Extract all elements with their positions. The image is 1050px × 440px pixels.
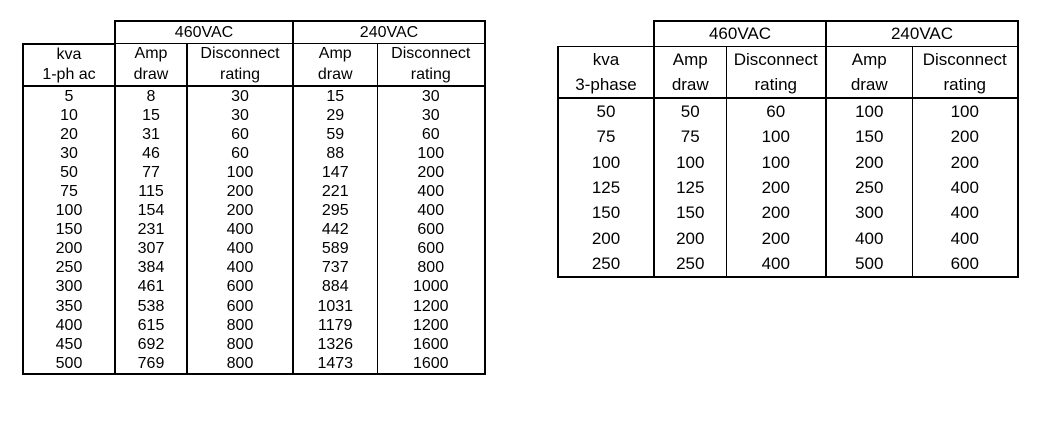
header-kva: kva xyxy=(23,44,115,65)
table-row xyxy=(23,354,485,374)
cell-disconnect-240: 600 xyxy=(912,251,1018,277)
table-row xyxy=(558,175,1018,200)
header-amp-240-sub: draw xyxy=(826,72,912,98)
header-disconnect-240: Disconnect xyxy=(377,44,485,65)
cell-kva: 50 xyxy=(23,163,115,182)
cell-disconnect-240: 1200 xyxy=(377,316,485,335)
header-disconnect-240: Disconnect xyxy=(912,47,1018,73)
cell-disconnect-460: 600 xyxy=(187,277,293,296)
cell-disconnect-460: 100 xyxy=(726,150,826,175)
cell-amp-460: 461 xyxy=(115,277,187,296)
table-row xyxy=(23,316,485,335)
header-kva: kva xyxy=(558,47,654,73)
header-disconnect-240-sub: rating xyxy=(377,65,485,86)
cell-disconnect-240: 400 xyxy=(912,175,1018,200)
cell-amp-240: 15 xyxy=(293,86,377,106)
cell-disconnect-460: 60 xyxy=(187,144,293,163)
cell-amp-460: 8 xyxy=(115,86,187,106)
header-amp-460-sub: draw xyxy=(654,72,726,98)
cell-disconnect-240: 30 xyxy=(377,86,485,106)
cell-amp-460: 384 xyxy=(115,258,187,277)
table-row xyxy=(23,182,485,201)
table-row xyxy=(558,124,1018,149)
cell-disconnect-240: 60 xyxy=(377,125,485,144)
cell-kva: 350 xyxy=(23,297,115,316)
cell-disconnect-460: 400 xyxy=(726,251,826,277)
table-row xyxy=(23,106,485,125)
cell-disconnect-460: 60 xyxy=(726,98,826,124)
cell-amp-240: 300 xyxy=(826,200,912,225)
cell-kva: 20 xyxy=(23,125,115,144)
group-header-240vac: 240VAC xyxy=(826,21,1018,47)
cell-disconnect-460: 200 xyxy=(187,201,293,220)
cell-disconnect-240: 200 xyxy=(912,124,1018,149)
cell-amp-240: 442 xyxy=(293,220,377,239)
header-disconnect-460: Disconnect xyxy=(726,47,826,73)
cell-disconnect-460: 200 xyxy=(187,182,293,201)
cell-disconnect-240: 400 xyxy=(377,182,485,201)
cell-kva: 250 xyxy=(23,258,115,277)
cell-disconnect-460: 200 xyxy=(726,200,826,225)
group-header-460vac: 460VAC xyxy=(115,21,293,44)
cell-amp-240: 500 xyxy=(826,251,912,277)
cell-amp-240: 1326 xyxy=(293,335,377,354)
cell-amp-460: 50 xyxy=(654,98,726,124)
cell-amp-460: 115 xyxy=(115,182,187,201)
table-row xyxy=(23,144,485,163)
cell-amp-240: 59 xyxy=(293,125,377,144)
cell-kva: 450 xyxy=(23,335,115,354)
cell-disconnect-240: 400 xyxy=(912,200,1018,225)
cell-amp-240: 29 xyxy=(293,106,377,125)
cell-amp-240: 250 xyxy=(826,175,912,200)
cell-amp-240: 200 xyxy=(826,150,912,175)
blank-corner xyxy=(23,21,115,44)
header-kva-sub: 3-phase xyxy=(558,72,654,98)
cell-disconnect-240: 1200 xyxy=(377,297,485,316)
cell-kva: 125 xyxy=(558,175,654,200)
header-amp-460-sub: draw xyxy=(115,65,187,86)
table-row xyxy=(23,163,485,182)
cell-kva: 75 xyxy=(23,182,115,201)
table-row xyxy=(23,220,485,239)
cell-disconnect-240: 200 xyxy=(912,150,1018,175)
cell-amp-240: 884 xyxy=(293,277,377,296)
table-row xyxy=(23,239,485,258)
cell-amp-460: 250 xyxy=(654,251,726,277)
cell-amp-460: 75 xyxy=(654,124,726,149)
cell-amp-240: 1473 xyxy=(293,354,377,374)
group-header-460vac: 460VAC xyxy=(654,21,826,47)
header-amp-240: Amp xyxy=(293,44,377,65)
cell-amp-460: 15 xyxy=(115,106,187,125)
table-row xyxy=(558,200,1018,225)
header-amp-240: Amp xyxy=(826,47,912,73)
cell-kva: 100 xyxy=(23,201,115,220)
cell-disconnect-240: 400 xyxy=(912,225,1018,250)
cell-amp-240: 150 xyxy=(826,124,912,149)
cell-amp-240: 400 xyxy=(826,225,912,250)
cell-disconnect-240: 200 xyxy=(377,163,485,182)
cell-disconnect-460: 800 xyxy=(187,354,293,374)
cell-disconnect-240: 100 xyxy=(377,144,485,163)
table-row xyxy=(23,297,485,316)
cell-amp-460: 231 xyxy=(115,220,187,239)
cell-kva: 10 xyxy=(23,106,115,125)
table-row xyxy=(558,98,1018,124)
cell-kva: 250 xyxy=(558,251,654,277)
table-row xyxy=(558,150,1018,175)
table-row xyxy=(558,225,1018,250)
header-amp-460: Amp xyxy=(115,44,187,65)
cell-amp-240: 295 xyxy=(293,201,377,220)
cell-amp-460: 125 xyxy=(654,175,726,200)
cell-kva: 5 xyxy=(23,86,115,106)
table-row xyxy=(23,277,485,296)
cell-disconnect-460: 30 xyxy=(187,86,293,106)
cell-disconnect-460: 400 xyxy=(187,220,293,239)
cell-amp-240: 589 xyxy=(293,239,377,258)
header-disconnect-460: Disconnect xyxy=(187,44,293,65)
cell-disconnect-460: 400 xyxy=(187,258,293,277)
cell-disconnect-460: 60 xyxy=(187,125,293,144)
cell-amp-240: 1179 xyxy=(293,316,377,335)
header-amp-240-sub: draw xyxy=(293,65,377,86)
cell-disconnect-240: 1600 xyxy=(377,354,485,374)
cell-disconnect-460: 400 xyxy=(187,239,293,258)
cell-disconnect-460: 800 xyxy=(187,316,293,335)
table-row xyxy=(23,86,485,106)
cell-kva: 75 xyxy=(558,124,654,149)
cell-amp-240: 1031 xyxy=(293,297,377,316)
cell-amp-460: 538 xyxy=(115,297,187,316)
cell-disconnect-240: 1000 xyxy=(377,277,485,296)
cell-kva: 30 xyxy=(23,144,115,163)
cell-amp-460: 200 xyxy=(654,225,726,250)
cell-disconnect-460: 100 xyxy=(726,124,826,149)
cell-kva: 100 xyxy=(558,150,654,175)
group-header-240vac: 240VAC xyxy=(293,21,485,44)
cell-amp-460: 154 xyxy=(115,201,187,220)
cell-disconnect-460: 600 xyxy=(187,297,293,316)
cell-kva: 200 xyxy=(558,225,654,250)
cell-kva: 500 xyxy=(23,354,115,374)
cell-amp-460: 692 xyxy=(115,335,187,354)
blank-corner xyxy=(558,21,654,47)
cell-amp-460: 150 xyxy=(654,200,726,225)
cell-amp-460: 77 xyxy=(115,163,187,182)
cell-disconnect-460: 200 xyxy=(726,175,826,200)
cell-amp-240: 737 xyxy=(293,258,377,277)
table-row xyxy=(23,201,485,220)
table-row xyxy=(23,258,485,277)
cell-disconnect-460: 200 xyxy=(726,225,826,250)
cell-kva: 150 xyxy=(558,200,654,225)
cell-disconnect-240: 400 xyxy=(377,201,485,220)
header-disconnect-460-sub: rating xyxy=(726,72,826,98)
header-disconnect-240-sub: rating xyxy=(912,72,1018,98)
single-phase-table xyxy=(22,20,486,375)
header-kva-sub: 1-ph ac xyxy=(23,65,115,86)
cell-amp-460: 46 xyxy=(115,144,187,163)
header-disconnect-460-sub: rating xyxy=(187,65,293,86)
cell-disconnect-240: 800 xyxy=(377,258,485,277)
cell-kva: 400 xyxy=(23,316,115,335)
cell-amp-460: 769 xyxy=(115,354,187,374)
cell-amp-460: 31 xyxy=(115,125,187,144)
cell-amp-460: 307 xyxy=(115,239,187,258)
cell-amp-460: 100 xyxy=(654,150,726,175)
cell-kva: 200 xyxy=(23,239,115,258)
cell-disconnect-240: 600 xyxy=(377,220,485,239)
cell-kva: 50 xyxy=(558,98,654,124)
header-amp-460: Amp xyxy=(654,47,726,73)
three-phase-table xyxy=(557,20,1019,278)
table-row xyxy=(23,125,485,144)
cell-disconnect-460: 100 xyxy=(187,163,293,182)
cell-disconnect-460: 800 xyxy=(187,335,293,354)
cell-amp-240: 88 xyxy=(293,144,377,163)
cell-disconnect-240: 30 xyxy=(377,106,485,125)
cell-amp-240: 100 xyxy=(826,98,912,124)
cell-disconnect-240: 600 xyxy=(377,239,485,258)
cell-kva: 150 xyxy=(23,220,115,239)
cell-disconnect-240: 1600 xyxy=(377,335,485,354)
cell-amp-240: 147 xyxy=(293,163,377,182)
cell-disconnect-460: 30 xyxy=(187,106,293,125)
cell-kva: 300 xyxy=(23,277,115,296)
cell-disconnect-240: 100 xyxy=(912,98,1018,124)
cell-amp-460: 615 xyxy=(115,316,187,335)
table-row xyxy=(23,335,485,354)
cell-amp-240: 221 xyxy=(293,182,377,201)
table-row xyxy=(558,251,1018,277)
